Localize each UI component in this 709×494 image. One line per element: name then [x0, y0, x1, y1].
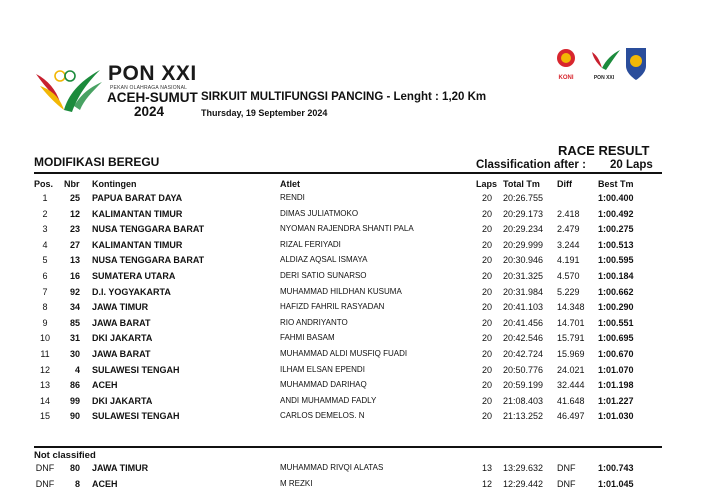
koni-logo [557, 49, 575, 81]
cell-best: 1:00.513 [598, 239, 634, 250]
cell-total: 12:29.442 [503, 478, 544, 489]
cell-atlet: ALDIAZ AQSAL ISMAYA [280, 255, 368, 265]
cell-nbr: 23 [69, 224, 80, 235]
cell-laps: 20 [481, 302, 492, 313]
cell-nbr: 4 [74, 364, 80, 375]
table-row [0, 333, 709, 349]
cell-kontingen: ACEH [92, 380, 118, 391]
shield-emblem [626, 48, 646, 80]
cell-pos: 9 [42, 317, 48, 328]
cell-laps: 20 [481, 239, 492, 250]
cell-nbr: 12 [69, 208, 80, 219]
cell-pos: 4 [42, 239, 48, 250]
svg-text:PON XXI: PON XXI [593, 75, 615, 81]
cell-pos: DNF [35, 463, 55, 473]
cell-diff: 2.479 [557, 224, 580, 235]
cell-nbr: 86 [69, 380, 80, 391]
table-row [0, 224, 709, 240]
col-kontingen-header: Kontingen [92, 179, 137, 189]
table-row [0, 255, 709, 271]
table-row [0, 479, 709, 494]
cell-pos: 15 [39, 411, 50, 422]
cell-diff: 32.444 [557, 380, 585, 391]
cell-pos: 2 [42, 208, 48, 219]
cell-total: 20:50.776 [503, 364, 544, 375]
cell-total: 20:42.724 [503, 349, 544, 359]
pon-xxi-emblem [34, 66, 106, 116]
table-row [0, 318, 709, 334]
cell-total: 20:41.456 [503, 317, 544, 328]
cell-atlet: RIO ANDRIYANTO [280, 317, 348, 327]
cell-total: 20:29.173 [503, 208, 544, 219]
cell-diff: 3.244 [557, 239, 580, 250]
cell-laps: 20 [481, 395, 492, 406]
cell-kontingen: NUSA TENGGARA BARAT [92, 224, 205, 235]
cell-atlet: ILHAM ELSAN EPENDI [280, 364, 365, 374]
cell-atlet: HAFIZD FAHRIL RASYADAN [280, 302, 385, 312]
cell-kontingen: NUSA TENGGARA BARAT [92, 255, 205, 266]
classification-label: Classification after : [476, 159, 586, 171]
cell-pos: DNF [35, 478, 55, 489]
cell-total: 21:08.403 [503, 395, 544, 406]
pon-xxi-logo [592, 50, 620, 81]
table-row [0, 365, 709, 381]
cell-atlet: DIMAS JULIATMOKO [280, 208, 359, 218]
cell-diff: 15.791 [557, 333, 585, 344]
col-pos-header: Pos. [34, 179, 54, 189]
cell-atlet: RENDI [280, 193, 305, 202]
event-title: SIRKUIT MULTIFUNGSI PANCING - Lenght : 1,20 Km [201, 91, 487, 103]
col-diff-header: Diff [557, 179, 572, 189]
cell-diff: 24.021 [557, 364, 585, 375]
cell-laps: 20 [481, 364, 492, 375]
cell-best: 1:00.670 [598, 349, 634, 359]
cell-best: 1:00.290 [598, 302, 634, 313]
cell-total: 20:26.755 [503, 193, 544, 203]
cell-pos: 12 [39, 364, 50, 375]
cell-nbr: 13 [69, 255, 80, 266]
cell-best: 1:01.030 [598, 411, 634, 422]
cell-atlet: NYOMAN RAJENDRA SHANTI PALA [280, 224, 414, 234]
cell-pos: 13 [39, 380, 50, 391]
cell-total: 20:30.946 [503, 255, 544, 266]
cell-nbr: 16 [69, 271, 80, 281]
col-laps-header: Laps [476, 179, 498, 189]
cell-diff: 15.969 [557, 349, 585, 359]
table-row [0, 380, 709, 396]
table-row [0, 287, 709, 303]
cell-best: 1:00.743 [598, 463, 634, 473]
cell-atlet: ANDI MUHAMMAD FADLY [280, 395, 377, 405]
cell-atlet: FAHMI BASAM [280, 333, 335, 343]
cell-nbr: 99 [69, 395, 80, 406]
cell-nbr: 8 [74, 478, 80, 489]
cell-kontingen: PAPUA BARAT DAYA [92, 193, 183, 203]
cell-laps: 20 [481, 317, 492, 328]
table-row [0, 240, 709, 256]
cell-diff: 2.418 [557, 208, 580, 219]
cell-laps: 20 [481, 349, 492, 359]
cell-kontingen: SUMATERA UTARA [92, 271, 176, 281]
cell-best: 1:00.400 [598, 193, 634, 203]
cell-pos: 5 [42, 255, 48, 266]
cell-kontingen: SULAWESI TENGAH [92, 364, 180, 375]
cell-pos: 1 [42, 193, 48, 203]
cell-pos: 3 [42, 224, 48, 235]
table-row [0, 209, 709, 225]
col-total-header: Total Tm [503, 179, 540, 189]
cell-laps: 20 [481, 333, 492, 344]
col-atlet-header: Atlet [280, 179, 300, 189]
cell-nbr: 85 [69, 317, 80, 328]
cell-nbr: 30 [69, 349, 80, 359]
cell-diff: 4.191 [557, 255, 580, 266]
cell-diff: 46.497 [557, 411, 585, 422]
cell-best: 1:00.184 [598, 271, 634, 281]
not-classified-title: Not classified [34, 450, 96, 461]
cell-pos: 6 [42, 271, 48, 281]
table-row [0, 349, 709, 365]
cell-diff: 41.648 [557, 395, 585, 406]
cell-total: 13:29.632 [503, 463, 544, 473]
brand-region: ACEH-SUMUT [107, 90, 198, 105]
cell-atlet: MUHAMMAD HILDHAN KUSUMA [280, 286, 402, 296]
cell-best: 1:00.595 [598, 255, 634, 266]
cell-best: 1:01.198 [598, 380, 634, 391]
classification-laps: 20 Laps [610, 159, 653, 171]
cell-nbr: 90 [69, 411, 80, 422]
cell-nbr: 31 [69, 333, 80, 344]
cell-total: 20:31.325 [503, 271, 544, 281]
event-date: Thursday, 19 September 2024 [201, 108, 328, 118]
table-top-rule [34, 172, 662, 174]
cell-laps: 20 [481, 411, 492, 422]
cell-total: 20:41.103 [503, 302, 544, 313]
cell-pos: 11 [40, 349, 50, 359]
cell-nbr: 25 [69, 193, 80, 203]
cell-laps: 13 [481, 463, 492, 473]
cell-pos: 10 [39, 333, 50, 344]
cell-total: 21:13.252 [503, 411, 544, 422]
cell-nbr: 27 [69, 239, 80, 250]
cell-kontingen: DKI JAKARTA [92, 333, 153, 344]
cell-kontingen: DKI JAKARTA [92, 395, 153, 406]
cell-atlet: MUHAMMAD DARIHAQ [280, 380, 367, 390]
cell-pos: 8 [42, 302, 48, 313]
brand-subtitle: PEKAN OLAHRAGA NASIONAL [110, 85, 188, 91]
cell-laps: 20 [481, 255, 492, 266]
cell-nbr: 80 [69, 463, 80, 473]
cell-laps: 12 [481, 478, 492, 489]
cell-laps: 20 [481, 286, 492, 297]
cell-best: 1:01.227 [598, 395, 634, 406]
sponsor-logos [556, 46, 648, 82]
cell-kontingen: JAWA BARAT [92, 349, 151, 359]
cell-atlet: M REZKI [280, 478, 313, 488]
cell-best: 1:00.551 [598, 317, 634, 328]
cell-best: 1:00.695 [598, 333, 634, 344]
category-title: MODIFIKASI BEREGU [34, 155, 160, 169]
cell-laps: 20 [481, 380, 492, 391]
cell-best: 1:00.275 [598, 224, 634, 235]
cell-best: 1:00.662 [598, 286, 634, 297]
cell-pos: 14 [39, 395, 50, 406]
cell-best: 1:01.070 [598, 364, 634, 375]
cell-kontingen: D.I. YOGYAKARTA [92, 286, 171, 297]
cell-atlet: RIZAL FERIYADI [280, 239, 341, 249]
brand-year: 2024 [134, 104, 165, 119]
cell-kontingen: SULAWESI TENGAH [92, 411, 180, 422]
cell-nbr: 34 [69, 302, 80, 313]
cell-total: 20:29.999 [503, 239, 544, 250]
cell-laps: 20 [481, 224, 492, 235]
cell-diff: 14.701 [557, 317, 585, 328]
cell-kontingen: ACEH [92, 478, 118, 489]
cell-kontingen: KALIMANTAN TIMUR [92, 208, 183, 219]
cell-laps: 20 [481, 271, 492, 281]
cell-pos: 7 [42, 286, 48, 297]
table-row [0, 463, 709, 479]
col-best-header: Best Tm [598, 179, 634, 189]
not-classified-rule [34, 446, 662, 448]
cell-diff: DNF [557, 463, 576, 473]
cell-total: 20:29.234 [503, 224, 544, 235]
table-row [0, 302, 709, 318]
cell-laps: 20 [481, 208, 492, 219]
table-row [0, 396, 709, 412]
cell-kontingen: KALIMANTAN TIMUR [92, 239, 183, 250]
svg-text:KONI: KONI [558, 75, 574, 81]
cell-atlet: DERI SATIO SUNARSO [280, 271, 367, 280]
cell-total: 20:31.984 [503, 286, 544, 297]
cell-diff: 14.348 [557, 302, 585, 313]
cell-nbr: 92 [69, 286, 80, 297]
cell-diff: 5.229 [557, 286, 580, 297]
cell-kontingen: JAWA BARAT [92, 317, 151, 328]
cell-atlet: CARLOS DEMELOS. N [280, 411, 365, 421]
cell-total: 20:59.199 [503, 380, 544, 391]
cell-kontingen: JAWA TIMUR [92, 463, 149, 473]
cell-best: 1:00.492 [598, 208, 634, 219]
cell-kontingen: JAWA TIMUR [92, 302, 149, 313]
table-row [0, 193, 709, 209]
cell-diff: DNF [557, 478, 576, 489]
cell-atlet: MUHAMMAD RIVQI ALATAS [280, 463, 384, 472]
race-result-label: RACE RESULT [558, 143, 650, 158]
cell-best: 1:01.045 [598, 478, 634, 489]
brand-title: PON XXI [108, 62, 197, 85]
cell-atlet: MUHAMMAD ALDI MUSFIQ FUADI [280, 349, 408, 358]
col-nbr-header: Nbr [64, 179, 80, 189]
cell-total: 20:42.546 [503, 333, 544, 344]
cell-diff: 4.570 [557, 271, 580, 281]
cell-laps: 20 [481, 193, 492, 203]
table-row [0, 271, 709, 287]
table-row [0, 411, 709, 427]
